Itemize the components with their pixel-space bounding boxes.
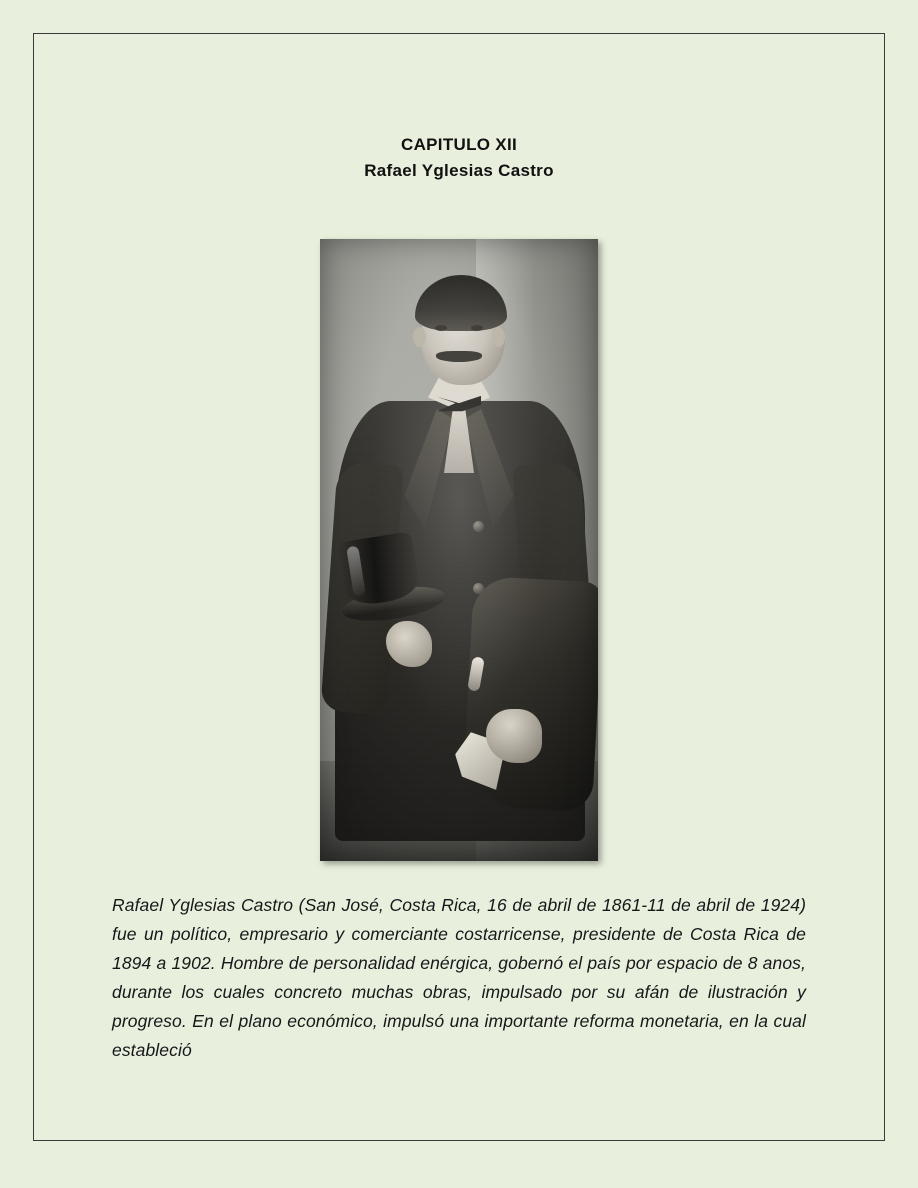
- document-page: [33, 33, 885, 1141]
- body-paragraph: Rafael Yglesias Castro (San José, Costa Rica, 16 de abril de 1861-11 de abril de 1924) fue un político, empresario y comerciante costarricense, presidente de Costa Rica de 1894 a 1902. Hombre de personalidad enérgica, gobernó el país por espacio de 8 anos, durante los cuales concreto muchas obras, impulsado por su afán de ilustración y progreso. En el plano económico, impulsó una importante reforma monetaria, en la cual estableció: [112, 895, 806, 1060]
- figure-container: [34, 239, 884, 861]
- chapter-label: CAPITULO XII: [401, 135, 517, 154]
- chapter-title: Rafael Yglesias Castro: [364, 161, 554, 180]
- page-title: [34, 132, 884, 184]
- photo-inner-shadow: [320, 239, 598, 861]
- portrait-photo: [320, 239, 598, 861]
